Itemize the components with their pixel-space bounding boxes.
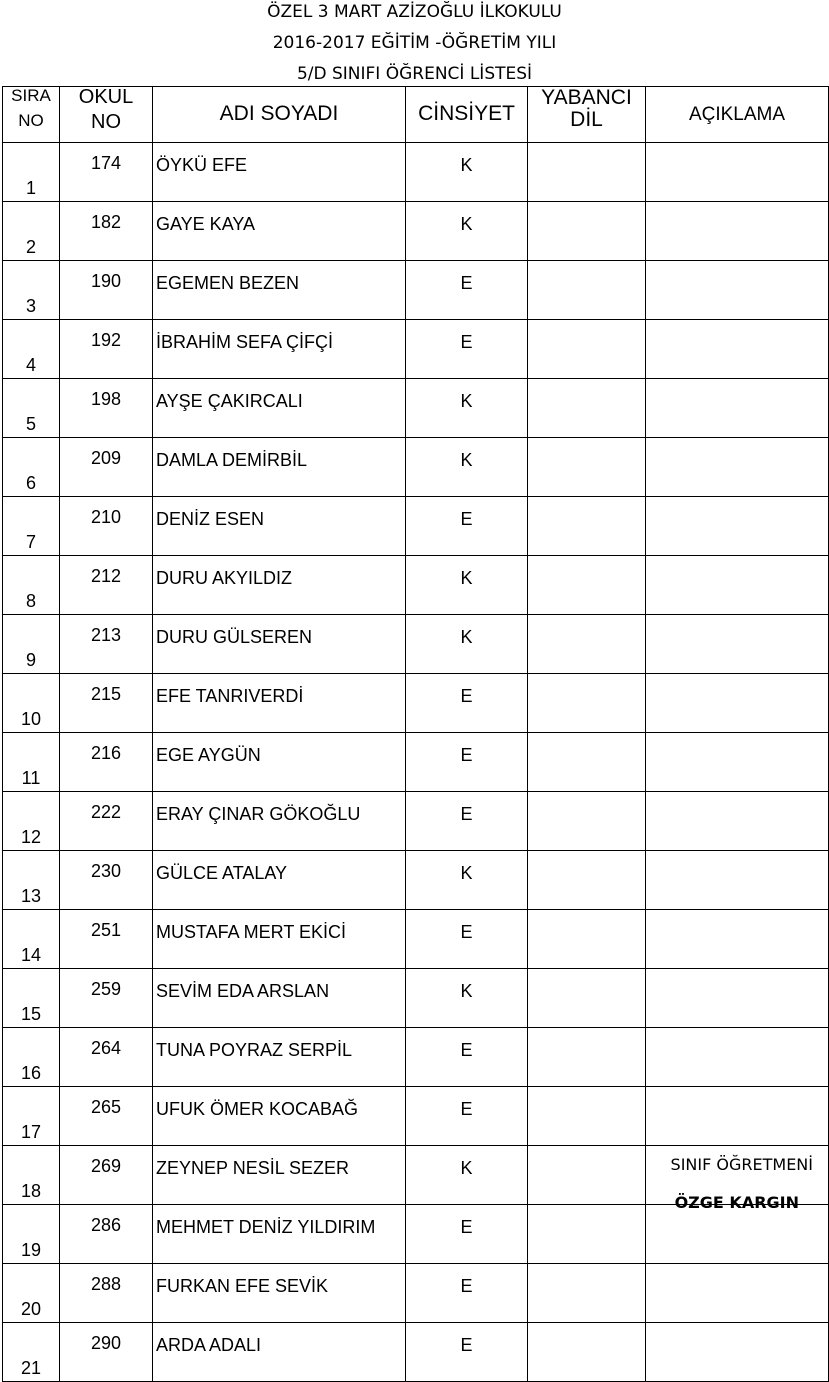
foreign-language-cell [528, 1087, 646, 1146]
gender-cell: E [406, 733, 528, 792]
sira-cell: 11 [3, 733, 60, 792]
okul-no-cell: 222 [60, 792, 153, 851]
foreign-language-cell [528, 1205, 646, 1264]
student-name-cell: DENİZ ESEN [153, 497, 406, 556]
sira-cell: 1 [3, 143, 60, 202]
foreign-language-cell [528, 143, 646, 202]
student-name-cell: DURU GÜLSEREN [153, 615, 406, 674]
notes-cell [646, 497, 829, 556]
teacher-role: SINIF ÖĞRETMENİ [670, 1155, 813, 1174]
table-row [3, 1087, 829, 1146]
gender-cell: K [406, 438, 528, 497]
column-header-okul-no [60, 87, 153, 143]
table-row [3, 202, 829, 261]
foreign-language-cell [528, 910, 646, 969]
student-name-cell: MUSTAFA MERT EKİCİ [153, 910, 406, 969]
student-name-cell: ZEYNEP NESİL SEZER [153, 1146, 406, 1205]
notes-cell [646, 674, 829, 733]
student-name-cell: DURU AKYILDIZ [153, 556, 406, 615]
student-name-cell: FURKAN EFE SEVİK [153, 1264, 406, 1323]
notes-cell [646, 202, 829, 261]
table-row [3, 733, 829, 792]
list-title: 5/D SINIFI ÖĞRENCİ LİSTESİ [296, 64, 533, 84]
student-name-cell: GAYE KAYA [153, 202, 406, 261]
notes-cell [646, 615, 829, 674]
sira-cell: 9 [3, 615, 60, 674]
student-name-cell: EGEMEN BEZEN [153, 261, 406, 320]
okul-no-cell: 182 [60, 202, 153, 261]
sira-cell: 14 [3, 910, 60, 969]
notes-cell [646, 792, 829, 851]
sira-cell: 18 [3, 1146, 60, 1205]
gender-cell: E [406, 910, 528, 969]
column-header-yabanci-line1: YABANCI [541, 86, 632, 109]
okul-no-cell: 209 [60, 438, 153, 497]
foreign-language-cell [528, 261, 646, 320]
gender-cell: E [406, 1205, 528, 1264]
notes-cell [646, 851, 829, 910]
foreign-language-cell [528, 1028, 646, 1087]
gender-cell: E [406, 792, 528, 851]
okul-no-cell: 174 [60, 143, 153, 202]
gender-cell: K [406, 143, 528, 202]
table-row [3, 910, 829, 969]
foreign-language-cell [528, 438, 646, 497]
gender-cell: E [406, 1264, 528, 1323]
student-name-cell: UFUK ÖMER KOCABAĞ [153, 1087, 406, 1146]
student-name-cell: MEHMET DENİZ YILDIRIM [153, 1205, 406, 1264]
sira-cell: 21 [3, 1323, 60, 1382]
foreign-language-cell [528, 1323, 646, 1382]
table-row [3, 438, 829, 497]
sira-cell: 8 [3, 556, 60, 615]
foreign-language-cell [528, 1146, 646, 1205]
student-name-cell: ERAY ÇINAR GÖKOĞLU [153, 792, 406, 851]
okul-no-cell: 269 [60, 1146, 153, 1205]
gender-cell: E [406, 1323, 528, 1382]
foreign-language-cell [528, 851, 646, 910]
okul-no-cell: 290 [60, 1323, 153, 1382]
okul-no-cell: 198 [60, 379, 153, 438]
column-header-sira-line1: SIRA [11, 86, 51, 105]
gender-cell: E [406, 320, 528, 379]
column-header-sira-line2: NO [18, 110, 44, 130]
foreign-language-cell [528, 497, 646, 556]
sira-cell: 3 [3, 261, 60, 320]
okul-no-cell: 210 [60, 497, 153, 556]
foreign-language-cell [528, 1264, 646, 1323]
notes-cell [646, 910, 829, 969]
notes-cell [646, 1323, 829, 1382]
notes-cell [646, 1087, 829, 1146]
notes-cell [646, 320, 829, 379]
sira-cell: 12 [3, 792, 60, 851]
okul-no-cell: 259 [60, 969, 153, 1028]
okul-no-cell: 265 [60, 1087, 153, 1146]
foreign-language-cell [528, 615, 646, 674]
table-row [3, 379, 829, 438]
table-row [3, 320, 829, 379]
teacher-name: ÖZGE KARGIN [674, 1193, 799, 1212]
student-name-cell: EGE AYGÜN [153, 733, 406, 792]
sira-cell: 5 [3, 379, 60, 438]
notes-cell [646, 556, 829, 615]
notes-cell [646, 1264, 829, 1323]
foreign-language-cell [528, 792, 646, 851]
table-row [3, 792, 829, 851]
student-table [2, 86, 829, 1382]
gender-cell: K [406, 556, 528, 615]
column-header-okul-line2: NO [91, 111, 121, 133]
column-header-yabanci-line2: DİL [570, 108, 603, 132]
sira-cell: 2 [3, 202, 60, 261]
gender-cell: K [406, 851, 528, 910]
notes-cell [646, 379, 829, 438]
table-row [3, 556, 829, 615]
gender-cell: K [406, 969, 528, 1028]
notes-cell [646, 143, 829, 202]
okul-no-cell: 212 [60, 556, 153, 615]
gender-cell: K [406, 202, 528, 261]
table-row [3, 615, 829, 674]
table-row [3, 1264, 829, 1323]
foreign-language-cell [528, 674, 646, 733]
sira-cell: 10 [3, 674, 60, 733]
sira-cell: 4 [3, 320, 60, 379]
column-header-okul-line1: OKUL [78, 86, 134, 108]
academic-year: 2016-2017 EĞİTİM -ÖĞRETİM YILI [272, 33, 557, 53]
table-row [3, 1205, 829, 1264]
notes-cell [646, 969, 829, 1028]
table-row [3, 969, 829, 1028]
student-name-cell: AYŞE ÇAKIRCALI [153, 379, 406, 438]
student-name-cell: ARDA ADALI [153, 1323, 406, 1382]
column-header-aciklama: AÇIKLAMA [646, 87, 829, 143]
notes-cell [646, 1205, 829, 1264]
foreign-language-cell [528, 733, 646, 792]
table-header-row [3, 87, 829, 143]
student-name-cell: TUNA POYRAZ SERPİL [153, 1028, 406, 1087]
okul-no-cell: 190 [60, 261, 153, 320]
foreign-language-cell [528, 202, 646, 261]
foreign-language-cell [528, 379, 646, 438]
table-row [3, 674, 829, 733]
gender-cell: K [406, 615, 528, 674]
sira-cell: 15 [3, 969, 60, 1028]
table-row [3, 851, 829, 910]
student-name-cell: GÜLCE ATALAY [153, 851, 406, 910]
student-name-cell: DAMLA DEMİRBİL [153, 438, 406, 497]
notes-cell [646, 733, 829, 792]
gender-cell: E [406, 497, 528, 556]
okul-no-cell: 213 [60, 615, 153, 674]
notes-cell [646, 1028, 829, 1087]
table-row [3, 1028, 829, 1087]
school-name: ÖZEL 3 MART AZİZOĞLU İLKOKULU [267, 2, 562, 22]
okul-no-cell: 264 [60, 1028, 153, 1087]
sira-cell: 6 [3, 438, 60, 497]
table-row [3, 1323, 829, 1382]
okul-no-cell: 230 [60, 851, 153, 910]
gender-cell: E [406, 1087, 528, 1146]
foreign-language-cell [528, 969, 646, 1028]
table-row [3, 261, 829, 320]
okul-no-cell: 216 [60, 733, 153, 792]
column-header-yabanci-dil [528, 87, 646, 143]
okul-no-cell: 251 [60, 910, 153, 969]
gender-cell: E [406, 1028, 528, 1087]
foreign-language-cell [528, 320, 646, 379]
student-name-cell: SEVİM EDA ARSLAN [153, 969, 406, 1028]
table-row [3, 143, 829, 202]
gender-cell: K [406, 379, 528, 438]
sira-cell: 19 [3, 1205, 60, 1264]
sira-cell: 7 [3, 497, 60, 556]
okul-no-cell: 192 [60, 320, 153, 379]
student-name-cell: İBRAHİM SEFA ÇİFÇİ [153, 320, 406, 379]
sira-cell: 20 [3, 1264, 60, 1323]
okul-no-cell: 288 [60, 1264, 153, 1323]
gender-cell: K [406, 1146, 528, 1205]
okul-no-cell: 215 [60, 674, 153, 733]
notes-cell [646, 438, 829, 497]
student-name-cell: EFE TANRIVERDİ [153, 674, 406, 733]
notes-cell [646, 261, 829, 320]
okul-no-cell: 286 [60, 1205, 153, 1264]
column-header-cinsiyet: CİNSİYET [406, 87, 528, 143]
student-name-cell: ÖYKÜ EFE [153, 143, 406, 202]
sira-cell: 16 [3, 1028, 60, 1087]
gender-cell: E [406, 261, 528, 320]
gender-cell: E [406, 674, 528, 733]
column-header-adi-soyadi: ADI SOYADI [153, 87, 406, 143]
column-header-sira [3, 87, 60, 143]
foreign-language-cell [528, 556, 646, 615]
table-row [3, 497, 829, 556]
sira-cell: 17 [3, 1087, 60, 1146]
sira-cell: 13 [3, 851, 60, 910]
